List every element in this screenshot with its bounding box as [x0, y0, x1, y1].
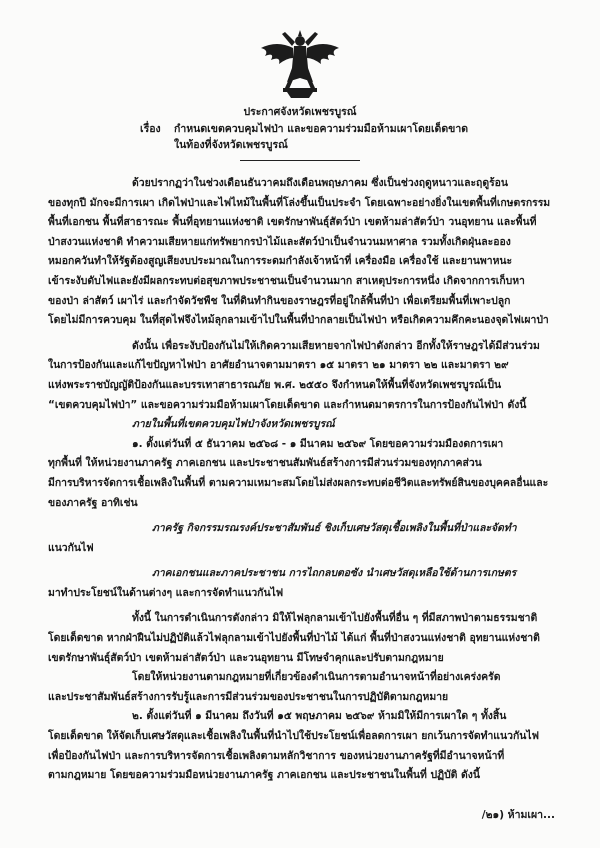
body-line: โดยเด็ดขาด หากฝ่าฝืนไม่ปฏิบัติแล้วไฟลุกลามเข้าไปยังพื้นที่ป่าไม้ ได้แก่ พื้นที่ป่าสงวนแห่งชาติ อุทยานแห่งชาติ: [48, 632, 540, 645]
body-line: ด้วยปรากฏว่าในช่วงเดือนธันวาคมถึงเดือนพฤษภาคม ซึ่งเป็นช่วงฤดูหนาวและฤดูร้อน: [132, 177, 509, 189]
subject-label: เรื่อง: [140, 123, 161, 135]
body-line: ของภาครัฐ อาทิเช่น: [48, 496, 138, 509]
body-line: มีการบริหารจัดการเชื้อเพลิงในพื้นที่ ตามความเหมาะสมโดยไม่ส่งผลกระทบต่อชีวิตและทรัพย์สินของบุคคลอื่นและ: [48, 476, 549, 489]
body-line: โดยเด็ดขาด ให้จัดเก็บเศษวัสดุและเชื้อเพลิงในพื้นที่นำไปใช้ประโยชน์เพื่อลดการเผา ยกเว้นการจัดทำแนวกันไฟ: [48, 730, 539, 743]
body-line: และประชาสัมพันธ์สร้างการรับรู้และการมีส่วนร่วมของประชาชนในการปฏิบัติตามกฎหมาย: [48, 690, 449, 703]
body-line: ๑. ตั้งแต่วันที่ ๕ ธันวาคม ๒๕๖๘ - ๑ มีนาคม ๒๕๖๙ โดยขอความร่วมมืองดการเผา: [132, 437, 504, 450]
body-line: “เขตควบคุมไฟป่า” และขอความร่วมมือห้ามเผาโดยเด็ดขาด และกำหนดมาตรการในการป้องกันไฟป่า ดังนี้: [48, 398, 527, 411]
body-line: โดยไม่มีการควบคุม ในที่สุดไฟจึงไหม้ลุกลามเข้าไปในพื้นที่ป่ากลายเป็นไฟป่า หรือเกิดความคึกคะนองจุดไฟเผาป่า: [48, 314, 549, 327]
body-line: ภาคเอกชนและภาคประชาชน การไถกลบตอซัง นำเศษวัสดุเหลือใช้ด้านการเกษตร: [152, 567, 517, 580]
announcement-title: ประกาศจังหวัดเพชรบูรณ์: [243, 106, 357, 118]
title-divider: [240, 160, 360, 161]
body-line: ทุกพื้นที่ ให้หน่วยงานภาครัฐ ภาคเอกชน และประชาชนสัมพันธ์สร้างการมีส่วนร่วมของทุกภาคส่วน: [48, 457, 482, 470]
body-line: ในการป้องกันและแก้ไขปัญหาไฟป่า อาศัยอำนาจตามมาตรา ๑๕ มาตรา ๒๑ มาตรา ๒๒ และมาตรา ๒๙: [48, 359, 509, 372]
body-line: มาทำประโยชน์ในด้านต่างๆ และการจัดทำแนวกันไฟ: [48, 586, 284, 599]
body-line: ของป่า ล่าสัตว์ เผาไร่ และกำจัดวัชพืช ในที่ดินทำกินของราษฎรที่อยู่ใกล้พื้นที่ป่า เพื่อเตรียมพื้นที่เพาะปลูก: [48, 294, 511, 307]
body-line: โดยให้หน่วยงานตามกฎหมายที่เกี่ยวข้องดำเนินการตามอำนาจหน้าที่อย่างเคร่งครัด: [132, 671, 501, 684]
body-line: เข้าระงับดับไฟและยังมีผลกระทบต่อสุขภาพประชาชนเป็นจำนวนมาก สาเหตุประการหนึ่ง เกิดจากการเก็บหา: [48, 274, 525, 287]
subject-block: [140, 121, 540, 153]
subject-text-2: ในท้องที่จังหวัดเพชรบูรณ์: [174, 139, 288, 151]
garuda-emblem-icon: [255, 28, 345, 100]
document-body: [48, 174, 578, 786]
subject-line-1: [140, 121, 540, 137]
body-line: พื้นที่เอกชน พื้นที่สาธารณะ พื้นที่อุทยานแห่งชาติ เขตรักษาพันธุ์สัตว์ป่า เขตห้ามล่าสัตว์ป่า วนอุทยาน และพื้นที่: [48, 216, 537, 229]
body-line: แนวกันไฟ: [48, 541, 94, 554]
body-line: หมอกควันทำให้รัฐต้องสูญเสียงบประมาณในการระดมกำลังเจ้าหน้าที่ เครื่องมือ เครื่องใช้ และยานพาหนะ: [48, 255, 513, 268]
body-line: ป่าสงวนแห่งชาติ ทำความเสียหายแก่ทรัพยากรป่าไม้และสัตว์ป่าเป็นจำนวนมหาศาล รวมทั้งเกิดฝุ่นละออง: [48, 235, 511, 248]
body-line: เพื่อป้องกันไฟป่า และการบริหารจัดการเชื้อเพลิงตามหลักวิชาการ ของหน่วยงานภาครัฐที่มีอำนาจหน้าที่: [48, 749, 505, 762]
section-heading: ภายในพื้นที่เขตควบคุมไฟป่าจังหวัดเพชรบูรณ์: [132, 418, 335, 431]
body-line: ดังนั้น เพื่อระงับป้องกันไม่ให้เกิดความเสียหายจากไฟป่าดังกล่าว อีกทั้งให้ราษฎรได้มีส่วนร่วม: [132, 339, 540, 352]
subject-text-1: กำหนดเขตควบคุมไฟป่า และขอความร่วมมือห้ามเผาโดยเด็ดขาด: [174, 123, 469, 135]
body-line: ภาครัฐ กิจกรรมรณรงค์ประชาสัมพันธ์ ชิงเก็บเศษวัสดุเชื้อเพลิงในพื้นที่ป่าและจัดทำ: [152, 522, 517, 535]
body-line: ทั้งนี้ ในการดำเนินการดังกล่าว มิให้ไฟลุกลามเข้าไปยังพื้นที่อื่น ๆ ที่มีสภาพป่าตามธรรมชาติ: [132, 612, 538, 625]
body-line: ๒. ตั้งแต่วันที่ ๑ มีนาคม ถึงวันที่ ๑๕ พฤษภาคม ๒๕๖๙ ห้ามมิให้มีการเผาใด ๆ ทั้งสิ้น: [132, 710, 507, 723]
body-line: ตามกฎหมาย โดยขอความร่วมมือหน่วยงานภาครัฐ ภาคเอกชน และประชาชนในพื้นที่ ปฏิบัติ ดังนี้: [48, 769, 480, 782]
page-continuation: /๒๑) ห้ามเผา...: [481, 809, 555, 821]
body-line: แห่งพระราชบัญญัติป้องกันและบรรเทาสาธารณภัย พ.ศ. ๒๕๕๐ จึงกำหนดให้พื้นที่จังหวัดเพชรบูรณ์เป็น: [48, 378, 502, 391]
body-line: ของทุกปี มักจะมีการเผา เกิดไฟป่าและไฟไหม้ในพื้นที่โล่งขึ้นเป็นประจำ โดยเฉพาะอย่างยิ่งในเขตพื้นที่เกษตรกรรม: [48, 196, 551, 209]
body-line: เขตรักษาพันธุ์สัตว์ป่า เขตห้ามล่าสัตว์ป่า และวนอุทยาน มีโทษจำคุกและปรับตามกฎหมาย: [48, 651, 444, 664]
